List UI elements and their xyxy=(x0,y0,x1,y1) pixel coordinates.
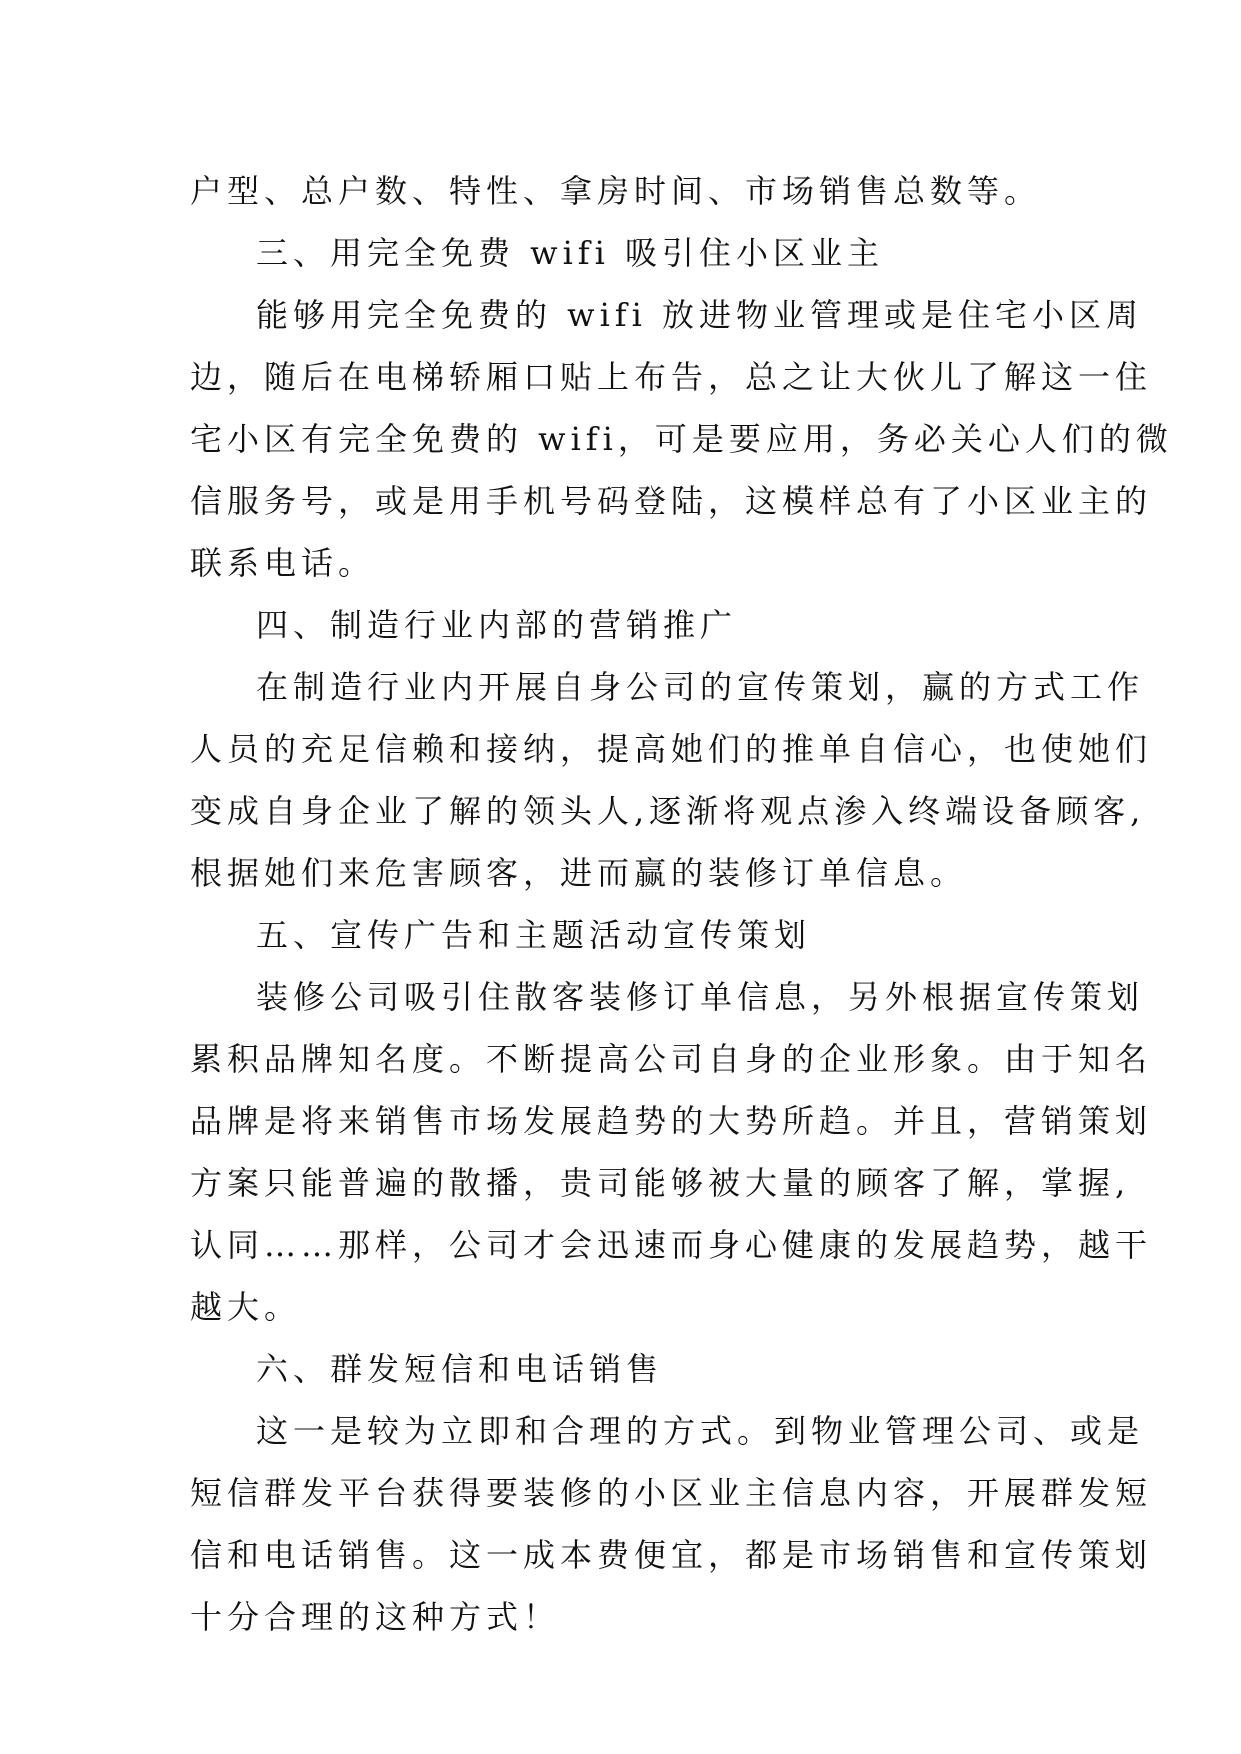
text-line: 十分合理的这种方式！ xyxy=(190,1598,561,1636)
text-line: 能够用完全免费的 wifi 放进物业管理或是住宅小区周 xyxy=(256,296,1144,334)
text-line: 品牌是将来销售市场发展趋势的大势所趋。并且，营销策划 xyxy=(190,1102,1153,1140)
text-line: 装修公司吸引住散客装修订单信息，另外根据宣传策划 xyxy=(256,978,1145,1016)
text-line: 这一是较为立即和合理的方式。到物业管理公司、或是 xyxy=(256,1412,1145,1450)
section-heading-4: 四、制造行业内部的营销推广 xyxy=(256,606,738,644)
document-body xyxy=(190,160,1173,1648)
text-line: 人员的充足信赖和接纳，提高她们的推单自信心，也使她们 xyxy=(190,730,1153,768)
section-heading-3: 三、用完全免费 wifi 吸引住小区业主 xyxy=(256,234,885,272)
text-line: 认同……那样，公司才会迅速而身心健康的发展趋势，越干 xyxy=(190,1226,1153,1264)
text-line: 短信群发平台获得要装修的小区业主信息内容，开展群发短 xyxy=(190,1474,1153,1512)
text-line: 越大。 xyxy=(190,1288,302,1326)
text-line: 变成自身企业了解的领头人,逐渐将观点渗入终端设备顾客, xyxy=(190,792,1146,830)
text-line: 累积品牌知名度。不断提高公司自身的企业形象。由于知名 xyxy=(190,1040,1153,1078)
text-line: 在制造行业内开展自身公司的宣传策划，赢的方式工作 xyxy=(256,668,1145,706)
text-line: 信和电话销售。这一成本费便宜，都是市场销售和宣传策划 xyxy=(190,1536,1153,1574)
section-heading-6: 六、群发短信和电话销售 xyxy=(256,1350,664,1388)
text-line: 宅小区有完全免费的 wifi，可是要应用，务必关心人们的微 xyxy=(190,420,1173,458)
text-line: 方案只能普遍的散播，贵司能够被大量的顾客了解，掌握, xyxy=(190,1164,1131,1202)
text-line: 联系电话。 xyxy=(190,544,376,582)
text-line: 根据她们来危害顾客，进而赢的装修订单信息。 xyxy=(190,854,968,892)
text-line: 信服务号，或是用手机号码登陆，这模样总有了小区业主的 xyxy=(190,482,1153,520)
text-line: 户型、总户数、特性、拿房时间、市场销售总数等。 xyxy=(190,172,1042,210)
section-heading-5: 五、宣传广告和主题活动宣传策划 xyxy=(256,916,812,954)
text-line: 边，随后在电梯轿厢口贴上布告，总之让大伙儿了解这一住 xyxy=(190,358,1153,396)
